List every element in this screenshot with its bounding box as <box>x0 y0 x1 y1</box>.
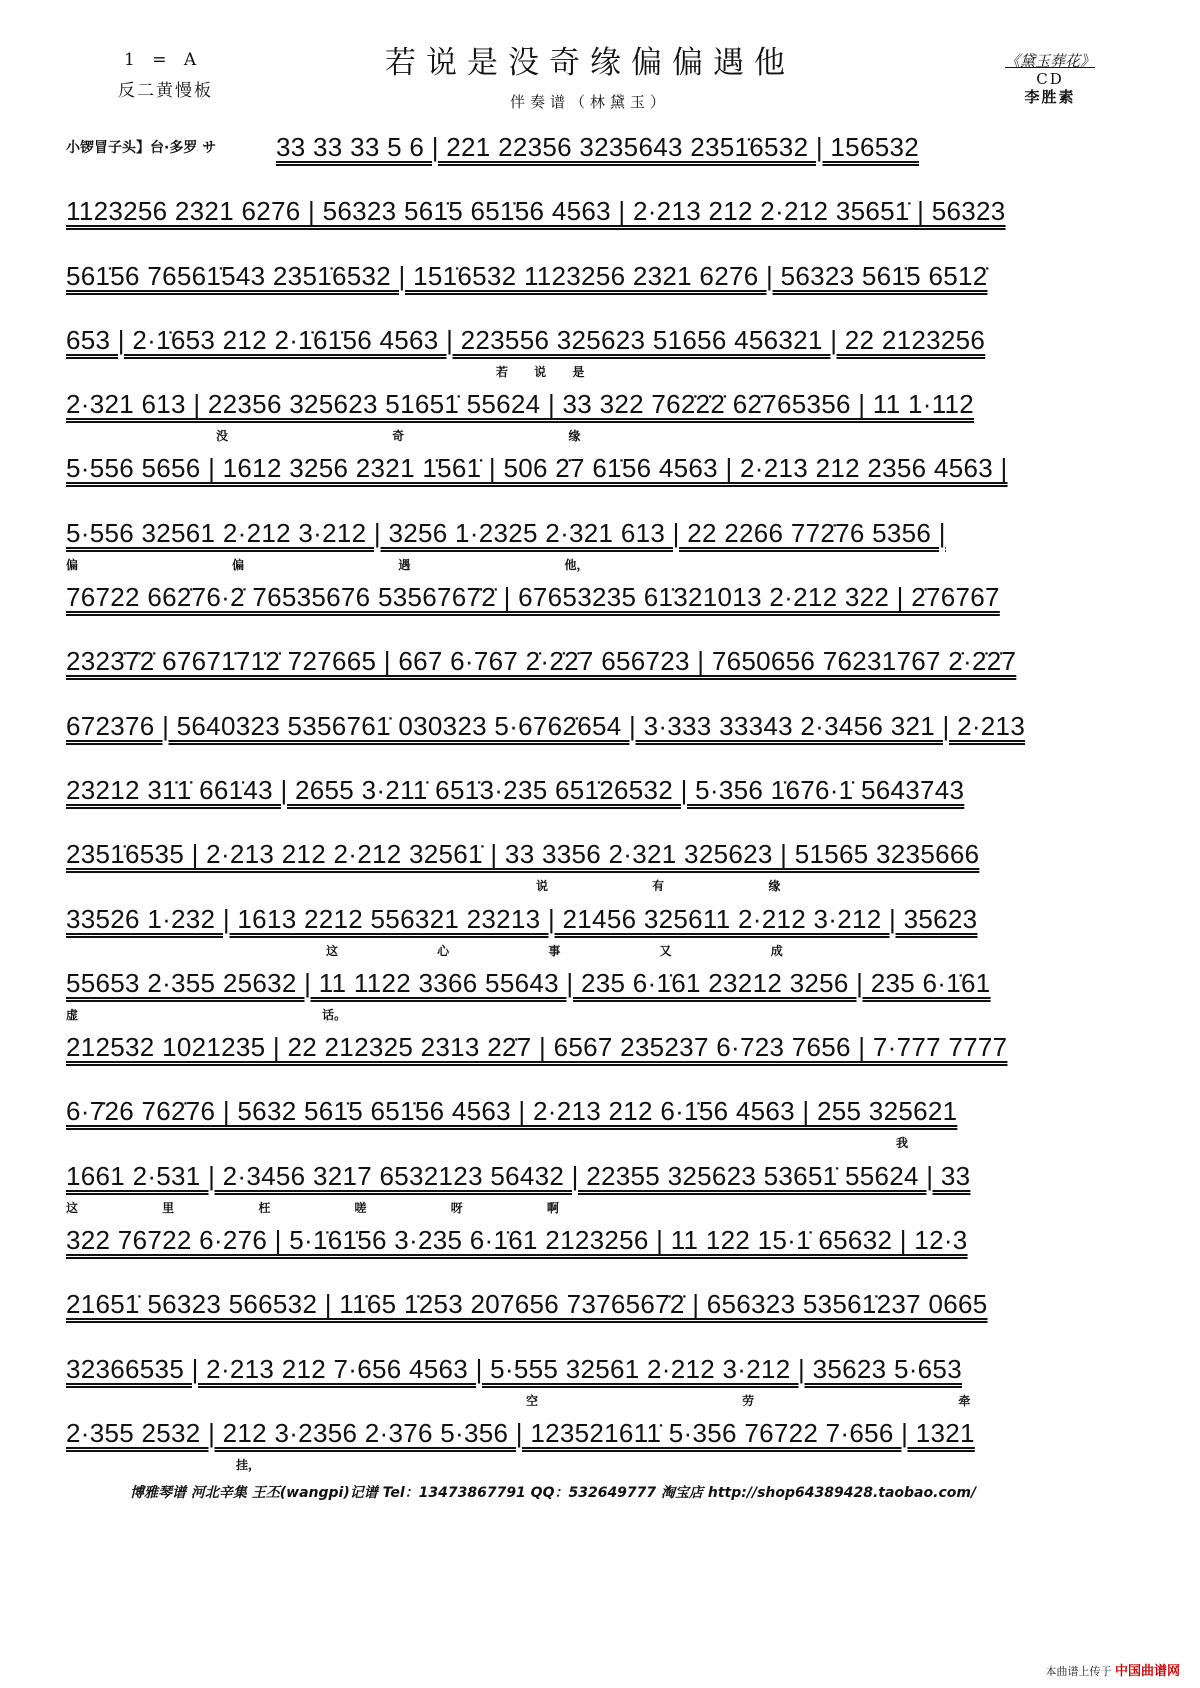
lyric-line: 我 <box>896 1136 909 1151</box>
lyric-line: 说 有 缘 <box>536 879 781 894</box>
score-row <box>66 257 1146 321</box>
notation-line: 672376 | 5640323 5356761̇ 030323 5·6762̇654 | 3·333 33343 2·3456 321 | 2·213 <box>66 710 1026 741</box>
page-subtitle: 伴奏谱（林黛玉） <box>509 93 670 111</box>
score-row <box>66 128 1146 192</box>
lyric-line: 这 里 枉 嗟 呀 啊 <box>66 1200 559 1215</box>
notation-line: 322 76722 6·276 | 5·1̇61̇56 3·235 6·1̇61 2123256 | 11 122 15·1̇ 65632 | 12·3 <box>66 1225 968 1256</box>
score-row <box>66 1157 1146 1221</box>
notation-line: 2·321 613 | 22356 325623 51651̇ 55624 | 33 322 762̇2̇2̇ 62̇765356 | 11 1·112 <box>66 389 975 420</box>
notation-line: 1123256 2321 6276 | 56323 561̇5 651̇56 4563 | 2·213 212 2·212 35651̇ | 56323 <box>66 196 1006 227</box>
notation-line: 5·556 5656 | 1612 3256 2321 1̇561̇ | 506 2̇7 61̇56 4563 | 2·213 212 2356 4563 | <box>66 453 1008 484</box>
score-row <box>66 1414 1146 1478</box>
score-row <box>66 964 1146 1028</box>
score-row <box>66 578 1146 642</box>
notation-line: 212532 1021235 | 22 212325 2313 22̇7 | 6567 235237 6·723 7656 | 7·777 7777 <box>66 1032 1008 1063</box>
notation-line: 33 33 33 5 6 | 221 22356 3235643 2351̇6532 | 156532 <box>276 132 919 162</box>
title-block <box>330 45 850 112</box>
score-row <box>66 1028 1146 1092</box>
performer-name: 李胜素 <box>1024 88 1076 106</box>
score-row <box>66 1221 1146 1285</box>
lyric-line: 没 奇 缘 <box>216 429 581 444</box>
notation-line: 23212 31̇1̇ 661̇43 | 2655 3·211̇ 651̇3·235 651̇26532 | 5·356 1̇676·1̇ 5643743 <box>66 774 965 805</box>
lyric-line: 若 说 是 <box>496 364 585 379</box>
upload-note <box>1045 1660 1180 1679</box>
notation-line: 6·7̇26 762̇76 | 5632 561̇5 651̇56 4563 | 2·213 212 6·1̇56 4563 | 255 325621 <box>66 1096 958 1127</box>
score-row <box>66 707 1146 771</box>
score-row <box>66 192 1146 256</box>
score-row <box>66 771 1146 835</box>
notation-line: 76722 662̇76·2̇ 76535676 5356767̇2̇ | 67653235 61̇321013 2·212 322 | 2̇76767 <box>66 582 1000 613</box>
lyric-line: 这 心 事 又 成 <box>326 943 783 958</box>
notation-line: 33526 1·232 | 1613 2212 556321 23213 | 21456 325611 2·212 3·212 | 35623 <box>66 903 978 934</box>
notation-line: 55653 2·355 25632 | 11 1122 3366 55643 | 235 6·1̇61 23212 3256 | 235 6·1̇61 <box>66 967 991 998</box>
score-row <box>66 514 1146 578</box>
score-row <box>66 1350 1146 1414</box>
score-row <box>66 835 1146 899</box>
page-title: 若说是没奇缘偏偏遇他 <box>385 45 795 81</box>
notation-line: 2351̇6535 | 2·213 212 2·212 32561̇ | 33 3356 2·321 325623 | 51565 3235666 <box>66 839 980 870</box>
score-row <box>66 385 1146 449</box>
source-work: 《黛玉葬花》 <box>1004 52 1095 70</box>
notation-line: 2323̇7̇2̇ 67671̇71̇2̇ 727665 | 667 6·767 2̇·2̇2̇7 656723 | 7650656 76231767 2̇·2̇2̇7 <box>66 646 1017 677</box>
site-logo: 中国曲谱网 <box>1114 1664 1180 1679</box>
header-left <box>118 52 278 100</box>
notation-line: 1661 2·531 | 2·3456 3217 6532123 56432 | 22355 325623 53651̇ 55624 | 33 <box>66 1160 971 1191</box>
score-row <box>66 900 1146 964</box>
notation-line: 561̇56 76561̇543 2351̇6532 | 151̇6532 1123256 2321 6276 | 56323 561̇5 6512̇ <box>66 260 988 291</box>
score-row <box>66 449 1146 513</box>
notation-line: 21651̇ 56323 566532 | 11̇65 1̇253 207656 7376567̇2̇ | 656323 53561̇237 0665 <box>66 1289 988 1320</box>
notation-line: 32366535 | 2·213 212 7·656 4563 | 5·555 32561 2·212 3·212 | 35623 5·653 <box>66 1353 962 1384</box>
footer-credit: 博雅琴谱 河北辛集 王丕(wangpi)记谱 Tel：13473867791 QQ：532649777 淘宝店 http://shop64389428.taobao.com/ <box>130 1485 977 1501</box>
upload-label: 本曲谱上传于 <box>1045 1665 1112 1678</box>
lyric-line: 偏 偏 遇 他， <box>66 557 589 572</box>
medium-label: CD <box>1036 70 1064 88</box>
score-body <box>66 128 1146 1478</box>
score-row <box>66 1092 1146 1156</box>
notation-line: 2·355 2532 | 212 3·2356 2·376 5·356 | 123521611̇ 5·356 76722 7·656 | 1321 <box>66 1417 975 1448</box>
score-row <box>66 1285 1146 1349</box>
score-row <box>66 642 1146 706</box>
score-row <box>66 321 1146 385</box>
tempo-marking: 反二黄慢板 <box>118 81 213 101</box>
notation-line: 5·556 32561 2·212 3·212 | 3256 1·2325 2·321 613 | 22 2266 772̇76 5356 | <box>66 517 946 548</box>
intro-label: 小锣冒子头】台·多罗 サ <box>66 140 217 156</box>
lyric-line: 空 劳 牵 <box>526 1393 971 1408</box>
notation-line: 653 | 2·1̇653 212 2·1̇61̇56 4563 | 223556 325623 51656 456321 | 22 2123256 <box>66 324 986 355</box>
lyric-line: 挂， <box>236 1457 261 1472</box>
lyric-line: 虚 话。 <box>66 1007 347 1022</box>
header-right <box>980 52 1120 106</box>
key-signature: 1 = A <box>124 50 203 70</box>
